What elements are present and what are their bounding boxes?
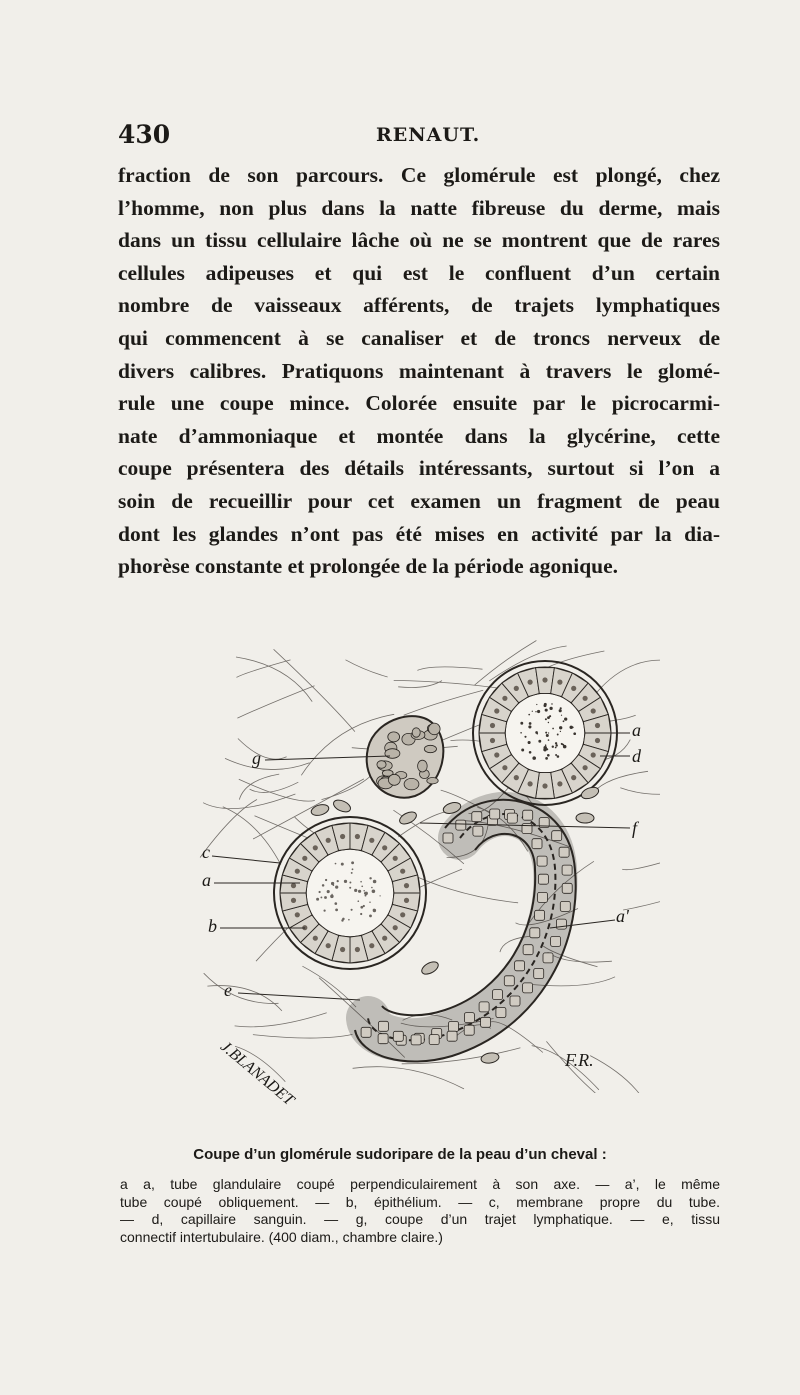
legend-line: — d, capillaire sanguin. — g, coupe d’un trajet lymphatique. — e, tissu bbox=[120, 1211, 720, 1227]
legend-line: a a, tube glandulaire coupé perpendiculairement à son axe. — a’, le même bbox=[120, 1176, 720, 1192]
body-line: cellules adipeuses et qui est le confluent d’un certain bbox=[118, 260, 720, 285]
figure-legend bbox=[120, 1176, 720, 1246]
tube-section-upper bbox=[473, 661, 617, 805]
body-line: qui commencent à se canaliser et de troncs nerveux de bbox=[118, 325, 720, 350]
figure-label-e: e bbox=[224, 980, 232, 1000]
body-line: dont les glandes n’ont pas été mises en activité par la dia- bbox=[118, 521, 720, 546]
figure-label-g: g bbox=[252, 748, 261, 768]
legend-line: tube coupé obliquement. — b, épithélium. — c, membrane propre du tube. bbox=[120, 1193, 720, 1210]
histology-figure bbox=[190, 638, 660, 1110]
figure-label-d: d bbox=[632, 746, 641, 766]
body-text bbox=[118, 159, 720, 583]
figure-label-a-prime: a' bbox=[616, 906, 629, 926]
body-line: fraction de son parcours. Ce glomérule est plongé, chez bbox=[118, 163, 720, 187]
tube-section-left bbox=[274, 817, 426, 969]
body-line: soin de recueillir pour cet examen un fragment de peau bbox=[118, 488, 720, 513]
artist-signature: J.BLANADET bbox=[217, 1038, 298, 1110]
body-line: divers calibres. Pratiquons maintenant à travers le glomé- bbox=[118, 358, 720, 383]
body-line: rule une coupe mince. Colorée ensuite par le picrocarmi- bbox=[118, 391, 720, 416]
figure-label-f: f bbox=[632, 818, 638, 838]
body-line: phorèse constante et prolongée de la période agonique. bbox=[118, 554, 619, 579]
gland-section-illustration bbox=[190, 638, 660, 1093]
body-line: dans un tissu cellulaire lâche où ne se montrent que de rares bbox=[118, 228, 720, 253]
page-number: 430 bbox=[118, 120, 171, 149]
figure-label-a: a bbox=[632, 720, 641, 740]
figure-label-a-left: a bbox=[202, 870, 211, 890]
body-line: nombre de vaisseaux afférents, de trajets lymphatiques bbox=[118, 293, 720, 318]
figure-label-c: c bbox=[202, 842, 210, 862]
legend-line: connectif intertubulaire. (400 diam., chambre claire.) bbox=[120, 1228, 443, 1245]
lymphatic-section bbox=[367, 716, 444, 798]
body-line: coupe présentera des détails intéressants, surtout si l’on a bbox=[118, 456, 720, 481]
body-line: l’homme, non plus dans la natte fibreuse du derme, mais bbox=[118, 195, 720, 220]
running-head: RENAUT. bbox=[376, 124, 481, 146]
page-header bbox=[118, 120, 718, 154]
body-line: nate d’ammoniaque et montée dans la glycérine, cette bbox=[118, 423, 720, 448]
figure-label-b: b bbox=[208, 916, 217, 936]
engraver-mark: F.R. bbox=[565, 1050, 594, 1070]
figure-caption-title: Coupe d’un glomérule sudoripare de la peau d’un cheval : bbox=[193, 1146, 607, 1163]
